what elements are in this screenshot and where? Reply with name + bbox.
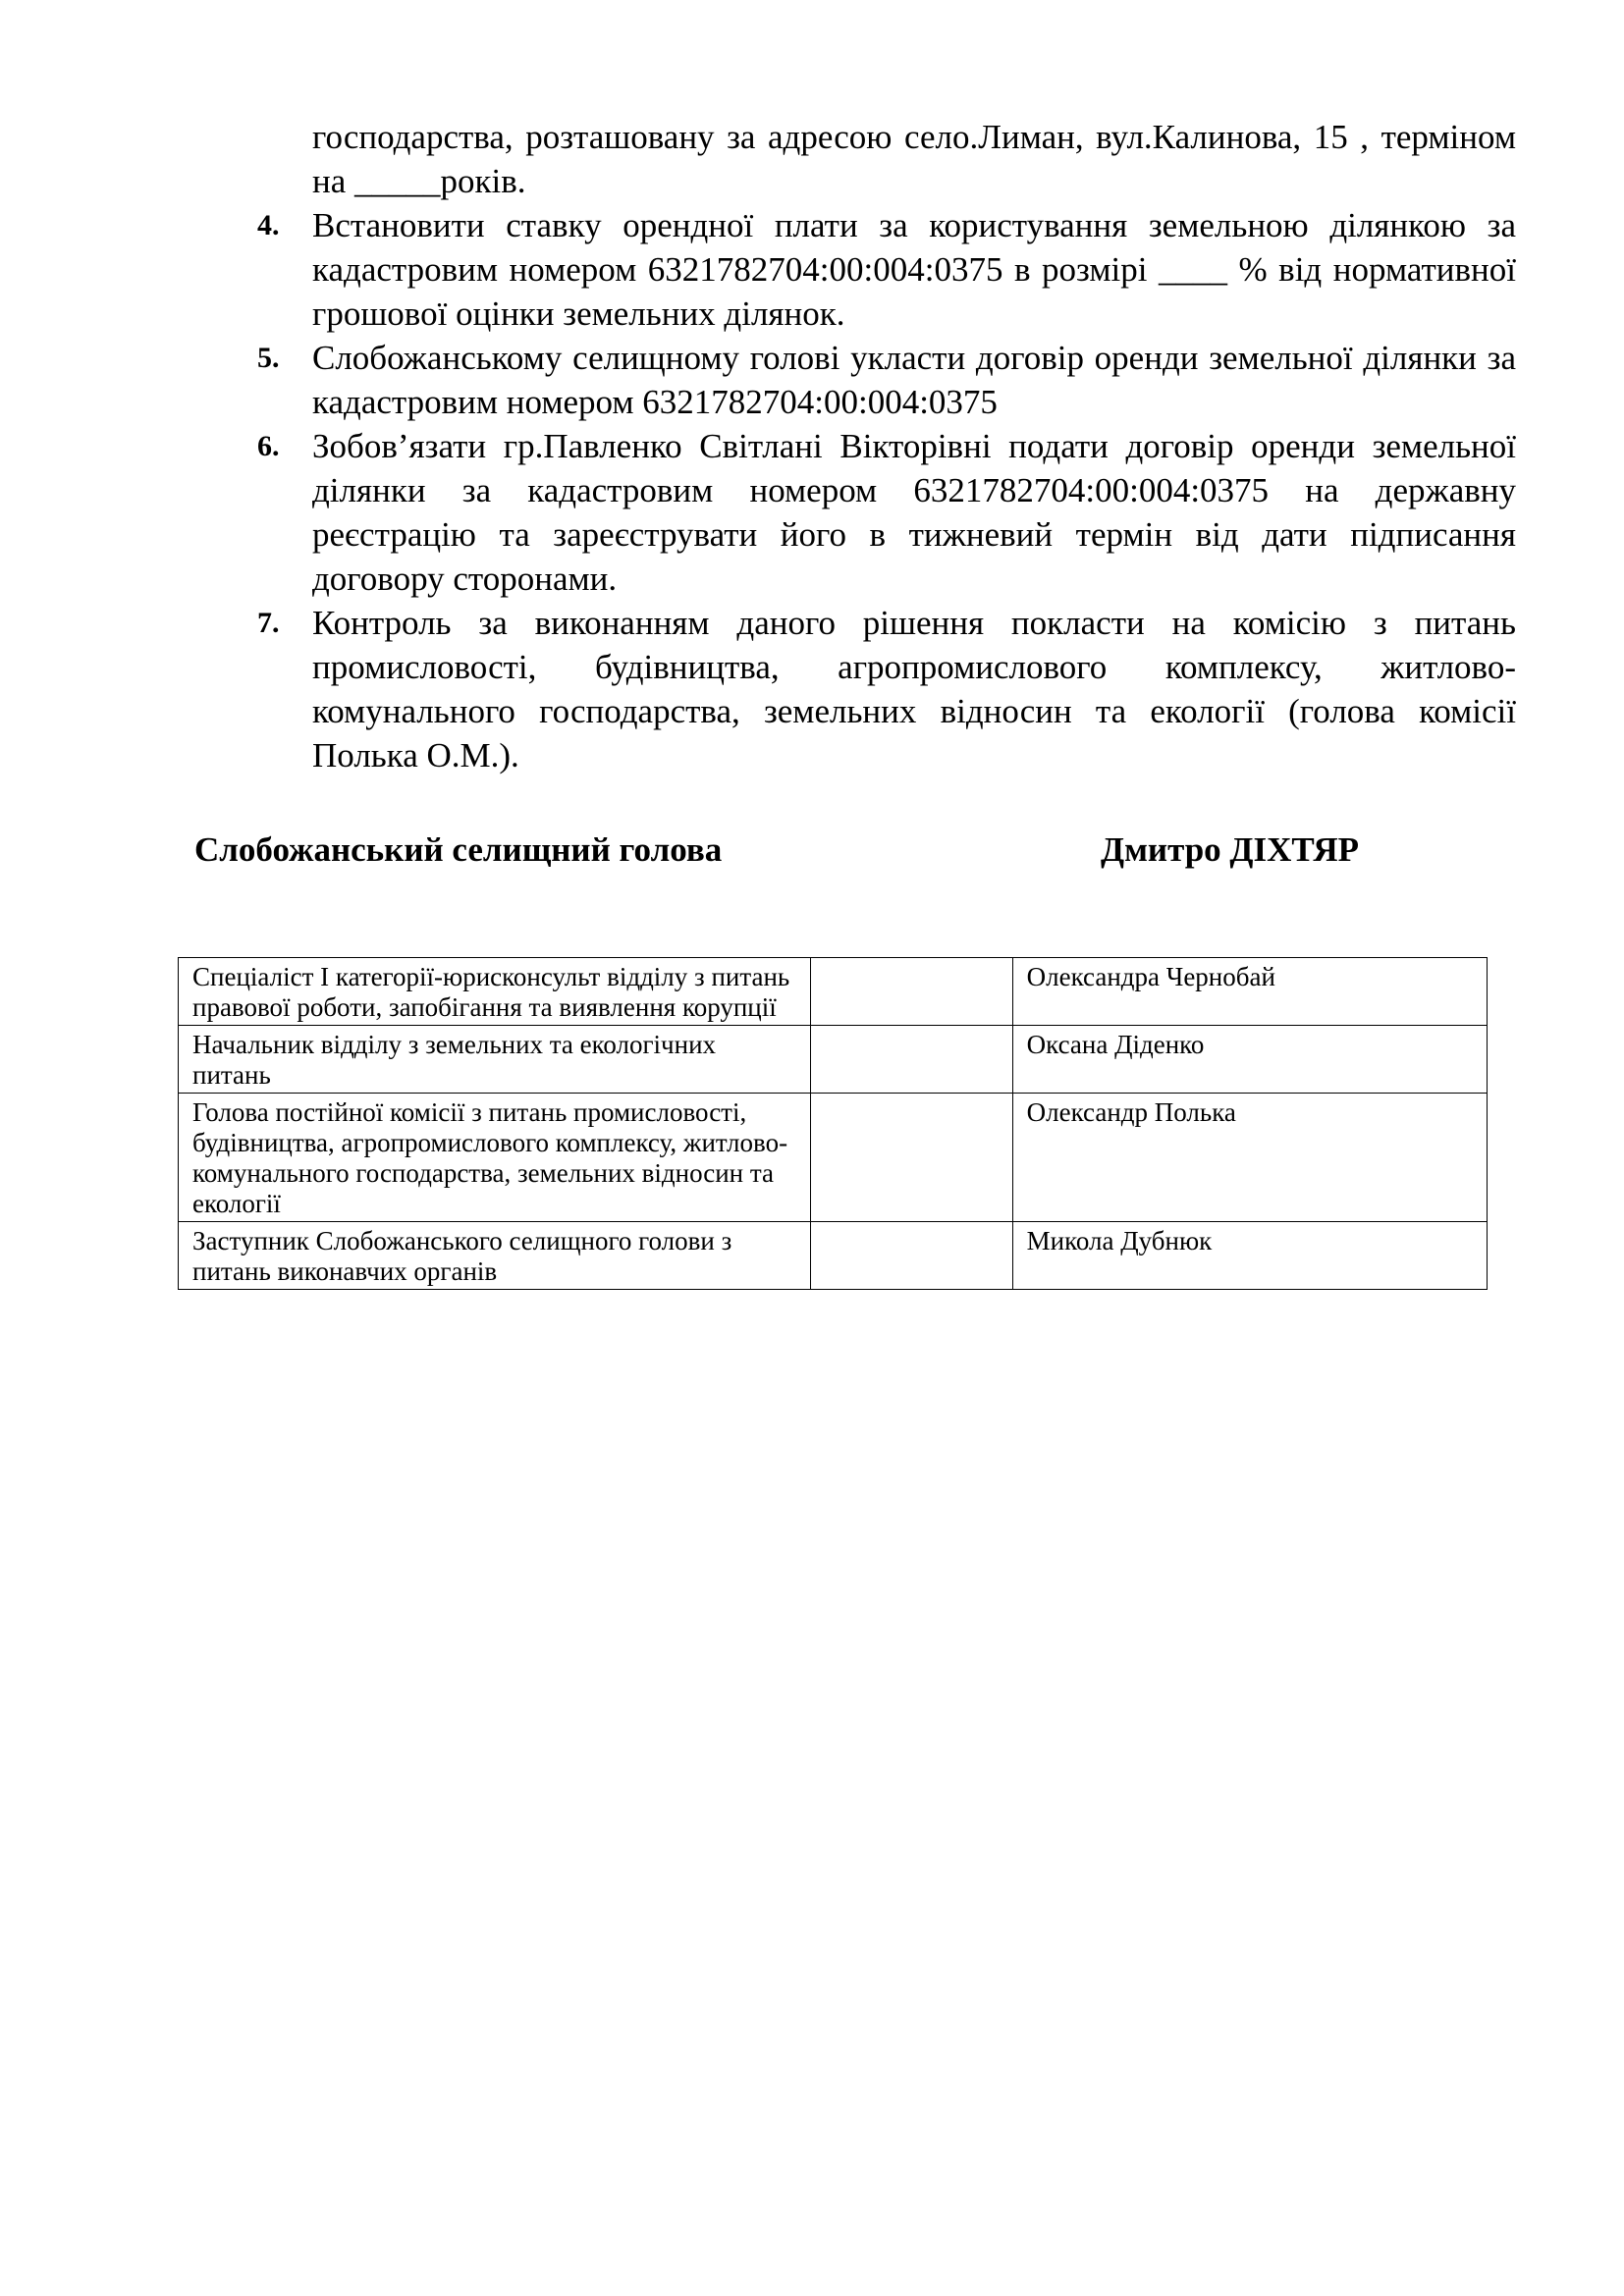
approver-name: Олександр Полька — [1012, 1094, 1487, 1222]
item-number: 6. — [257, 430, 280, 462]
approval-table — [178, 957, 1488, 1290]
approver-signature-cell — [810, 1222, 1012, 1290]
item-text: Слобожанському селищному голові укласти договір оренди земельної ділянки за кадастровим номером 6321782704:00:004:0375 — [312, 339, 1516, 421]
approver-name: Оксана Діденко — [1012, 1026, 1487, 1094]
approver-signature-cell — [810, 958, 1012, 1026]
item-number: 7. — [257, 607, 280, 639]
decision-item-7 — [236, 601, 1516, 777]
signatory-name: Дмитро ДІХТЯР — [1101, 830, 1360, 869]
signatory-title: Слобожанський селищний голова — [194, 830, 723, 869]
approver-position: Голова постійної комісії з питань промисловості, будівництва, агропромислового комплексу, житлово-комунального господарства, земельних відносин та екології — [179, 1094, 811, 1222]
approver-position: Начальник відділу з земельних та екологічних питань — [179, 1026, 811, 1094]
item-text: Зобов’язати гр.Павленко Світлані Вікторівні подати договір оренди земельної ділянки за кадастровим номером 6321782704:00:004:0375 на державну реєстрацію та зареєструвати його в тижневий термін від дати підписання договору сторонами. — [312, 427, 1516, 598]
item-number: 5. — [257, 342, 280, 374]
approver-position: Спеціаліст І категорії-юрисконсульт відділу з питань правової роботи, запобігання та виявлення корупції — [179, 958, 811, 1026]
decision-body — [236, 115, 1516, 777]
table-row — [179, 958, 1488, 1026]
decision-item-4 — [236, 203, 1516, 336]
item-text: Контроль за виконанням даного рішення покласти на комісію з питань промисловості, будівництва, агропромислового комплексу, житлово-комунального господарства, земельних відносин та екології (голова комісії Полька О.М.). — [312, 604, 1516, 774]
approver-name: Олександра Чернобай — [1012, 958, 1487, 1026]
item-number: 4. — [257, 209, 280, 241]
table-row — [179, 1026, 1488, 1094]
decision-item-5 — [236, 336, 1516, 424]
continuation-text: господарства, розташовану за адресою село.Лиман, вул.Калинова, 15 , терміном на _____років. — [312, 118, 1516, 200]
continuation-paragraph — [236, 115, 1516, 203]
decision-item-6 — [236, 424, 1516, 601]
approver-position: Заступник Слобожанського селищного голови з питань виконавчих органів — [179, 1222, 811, 1290]
approver-signature-cell — [810, 1026, 1012, 1094]
item-text: Встановити ставку орендної плати за користування земельною ділянкою за кадастровим номером 6321782704:00:004:0375 в розмірі ____ % від нормативної грошової оцінки земельних ділянок. — [312, 206, 1516, 333]
table-row — [179, 1222, 1488, 1290]
table-row — [179, 1094, 1488, 1222]
approver-name: Микола Дубнюк — [1012, 1222, 1487, 1290]
approver-signature-cell — [810, 1094, 1012, 1222]
